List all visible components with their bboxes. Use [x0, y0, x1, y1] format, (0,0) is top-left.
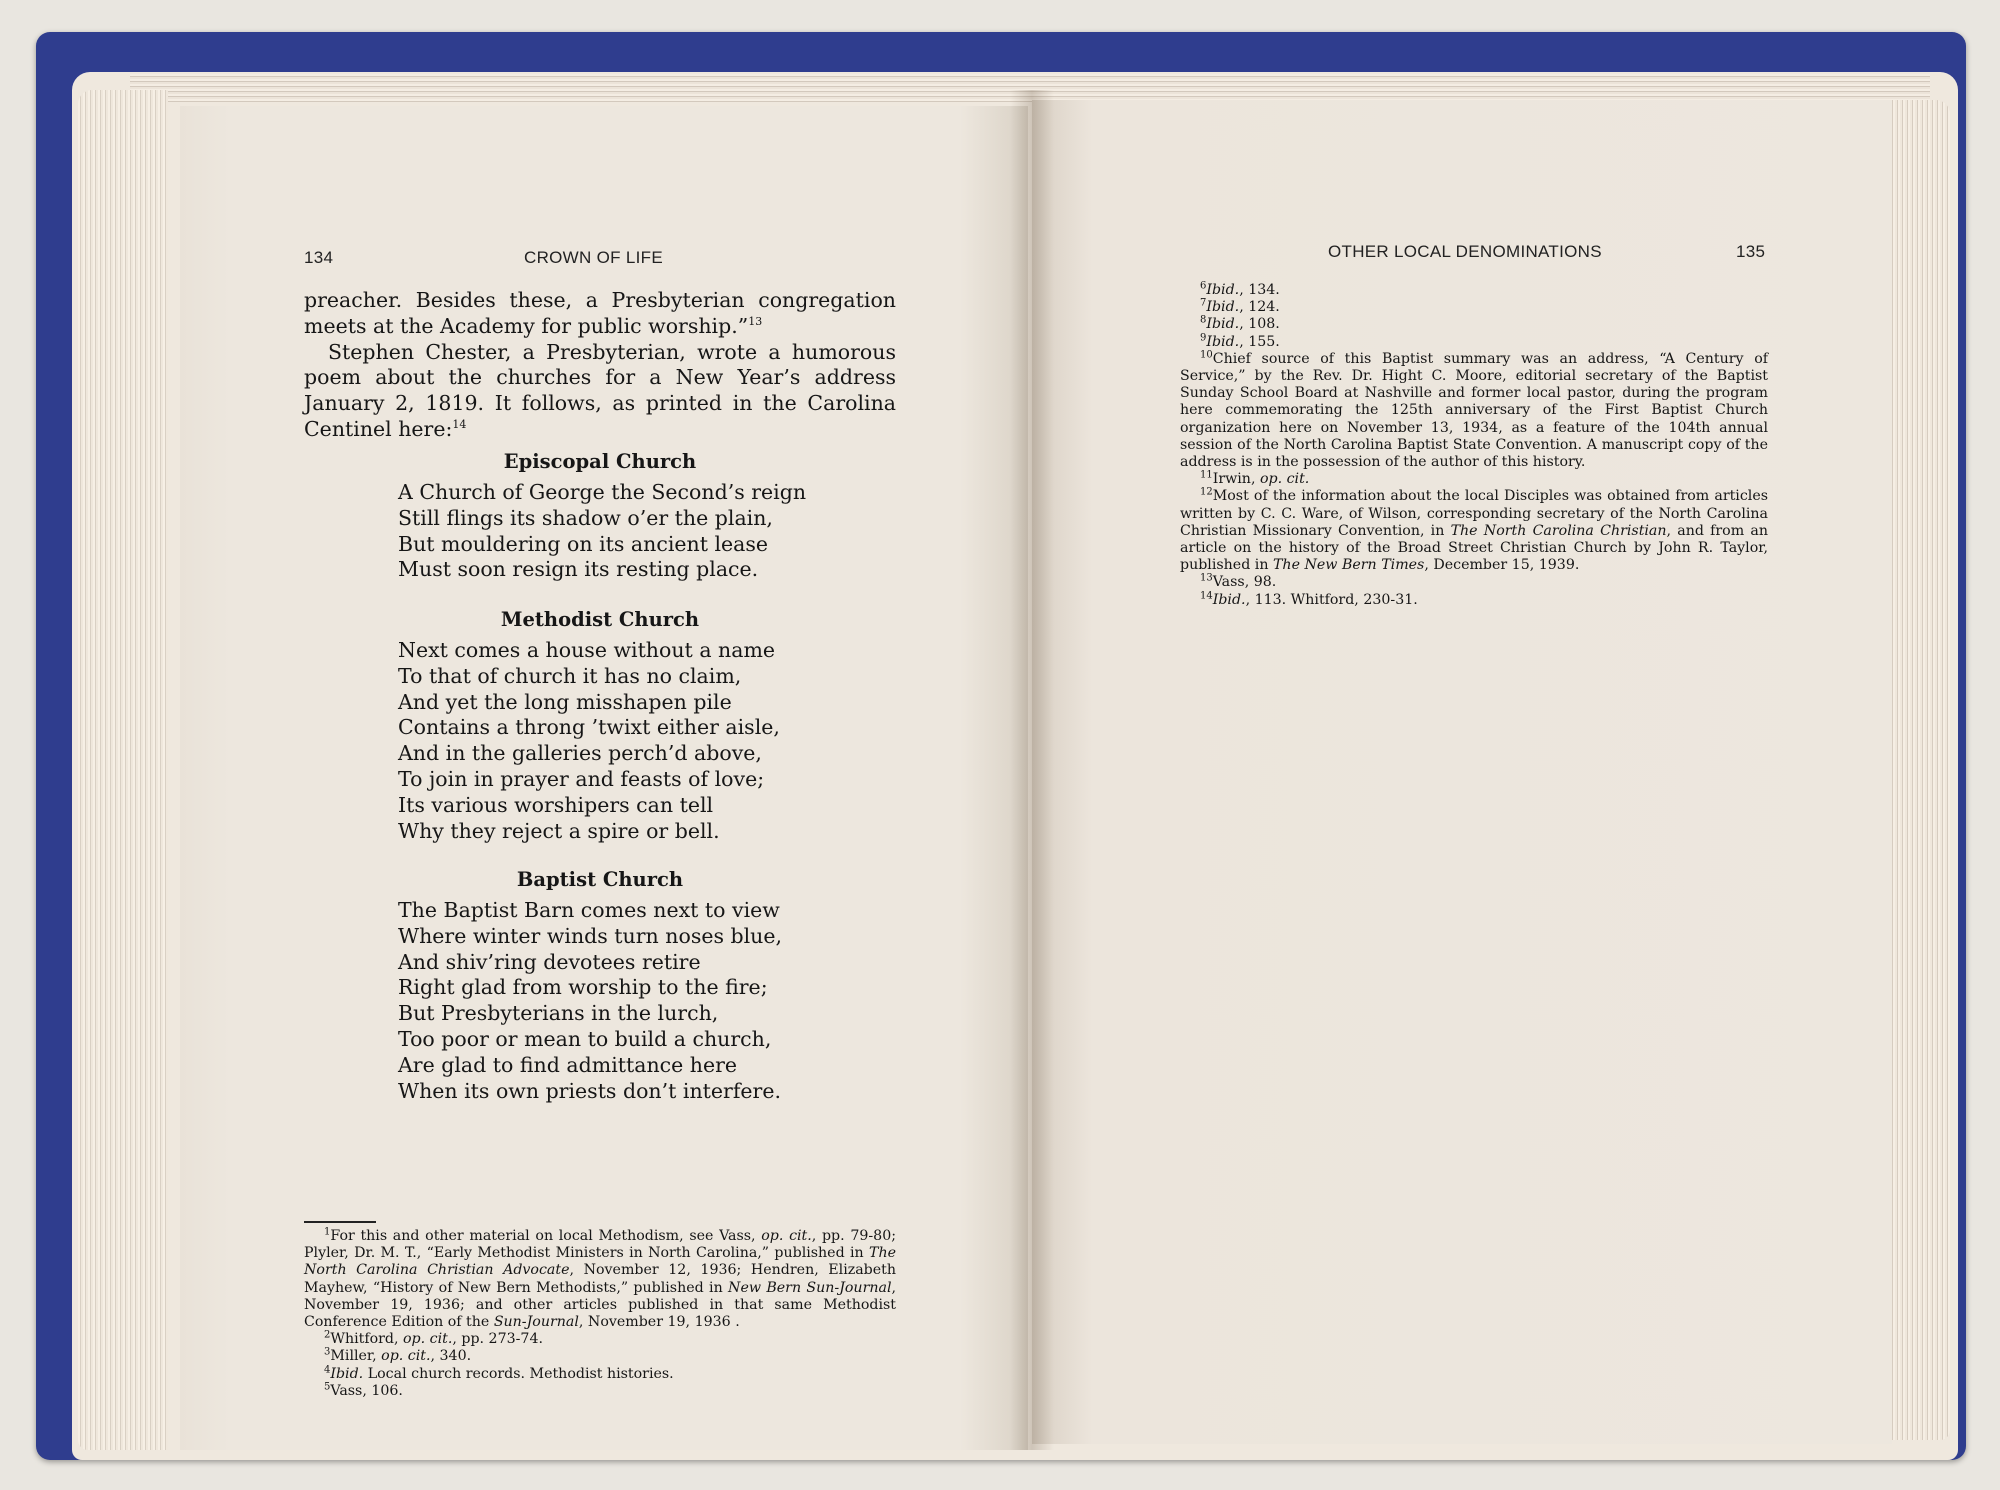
- footnote-text: For this and other material on local Methodism, see Vass,: [330, 1228, 762, 1244]
- poem-line: Still flings its shadow o’er the plain,: [398, 505, 773, 530]
- footnote-text: , November 12, 1936; Hendren, Elizabeth Mayhew, “History of New Bern Methodists,” published in: [304, 1262, 896, 1296]
- footnote-text: , November 19, 1936 .: [578, 1314, 740, 1331]
- poem-line: And shiv’ring devotees retire: [398, 949, 701, 974]
- footnotes: [1180, 282, 1768, 609]
- footnote-text: , 340.: [430, 1348, 472, 1365]
- poem-line: Next comes a house without a name: [398, 638, 776, 662]
- footnote-number: 11: [1200, 469, 1213, 481]
- footnote-text: op. cit.: [1259, 471, 1310, 488]
- footnote: [1180, 316, 1768, 333]
- footnote-text: New Bern Sun-Journal: [728, 1279, 892, 1296]
- footnote-text: Ibid.: [330, 1365, 364, 1382]
- footnote-text: op. cit.: [761, 1228, 812, 1244]
- footnote-text: Ibid.: [1206, 316, 1240, 333]
- footnote: [304, 1228, 896, 1331]
- page-edges-left: [78, 90, 168, 1450]
- footnote-text: Chief source of this Baptist summary was an address, “A Century of Service,” by the Rev. Dr. Hight C. Moore, editorial secretary of the Baptist Sunday School Board at Nashville and former local pastor, during the program here commemorating the 125th anniversary of the First Baptist Church organization here on November 13, 1934, as a feature of the 104th annual session of the North Carolina Baptist State Convention. A manuscript copy of the address is in the possession of the author of this history.: [1180, 350, 1768, 471]
- footnote-text: The North Carolina Christian: [1450, 522, 1667, 539]
- footnote-number: 10: [1200, 349, 1213, 361]
- poem-line: And in the galleries perch’d above,: [398, 741, 762, 766]
- spine-shadow: [1010, 90, 1054, 1450]
- footnote: [1180, 299, 1768, 316]
- footnotes: [304, 1228, 896, 1400]
- footnote-text: , 108.: [1239, 316, 1280, 333]
- footnote-number: 7: [1200, 297, 1207, 309]
- footnote-text: Local church records. Methodist histories.: [363, 1365, 674, 1382]
- poem-line: Where winter winds turn noses blue,: [398, 923, 783, 948]
- footnote-text: Vass, 98.: [1212, 574, 1277, 591]
- footnote-text: op. cit.: [381, 1348, 431, 1365]
- footnote: [304, 1331, 896, 1348]
- paragraph: [304, 288, 896, 340]
- poem-line: Are glad to find admittance here: [398, 1052, 738, 1077]
- footnote: [304, 1348, 896, 1365]
- footnote-text: Whitford,: [330, 1331, 404, 1348]
- footnote-text: , 155.: [1239, 333, 1280, 350]
- poem-line: But mouldering on its ancient lease: [398, 531, 769, 556]
- footnote-text: Miller,: [330, 1348, 382, 1365]
- footnote-number: 14: [1200, 589, 1213, 601]
- footnote-number: 13: [1200, 572, 1213, 584]
- poem-line: Too poor or mean to build a church,: [398, 1026, 772, 1051]
- body-text: [304, 288, 896, 443]
- poem-line: Why they reject a spire or bell.: [398, 818, 720, 843]
- paragraph: [304, 340, 896, 443]
- footnote: [1180, 282, 1768, 299]
- poem-heading: Methodist Church: [500, 608, 700, 631]
- footnote-text: op. cit.: [403, 1331, 453, 1348]
- footnote-text: , pp. 79-80; Plyler, Dr. M. T., “Early Methodist Ministers in North Carolina,” published in: [304, 1228, 896, 1262]
- footnote-number: 1: [324, 1226, 331, 1238]
- footnote: [1180, 351, 1768, 471]
- footnote-text: , and from an article on the history of the Broad Street Christian Church by John R. Taylor, published in: [1180, 522, 1768, 574]
- footnote-text: Ibid.: [1206, 282, 1240, 298]
- footnote: [1180, 488, 1768, 574]
- footnote-text: , December 15, 1939.: [1424, 557, 1580, 574]
- page-number: 135: [1736, 242, 1766, 261]
- footnote-number: 2: [324, 1329, 331, 1341]
- footnote-text: Irwin,: [1212, 471, 1260, 488]
- footnote-text: , November 19, 1936; and other articles published in that same Methodist Conference Edition of the: [304, 1279, 896, 1331]
- footnote: [304, 1383, 896, 1400]
- poem-stanza: [398, 898, 782, 1104]
- footnote-text: Ibid.: [1212, 591, 1246, 608]
- footnote: [1180, 589, 1768, 609]
- poem-line: Contains a throng ’twixt either aisle,: [398, 715, 780, 740]
- poem-line: But Presbyterians in the lurch,: [398, 1001, 719, 1026]
- poem-line: Right glad from worship to the fire;: [398, 975, 768, 1000]
- running-head: OTHER LOCAL DENOMINATIONS: [1328, 242, 1602, 261]
- poem-line: Its various worshipers can tell: [398, 792, 714, 817]
- footnote: [1180, 574, 1768, 591]
- footnote: [1180, 471, 1768, 488]
- footnote-text: , 134.: [1239, 282, 1280, 298]
- running-head: CROWN OF LIFE: [524, 248, 663, 267]
- poem-line: To that of church it has no claim,: [398, 663, 742, 688]
- footnote: [304, 1363, 896, 1383]
- left-page: [180, 106, 1028, 1450]
- poem-line: The Baptist Barn comes next to view: [398, 898, 780, 922]
- poem-line: Must soon resign its resting place.: [398, 557, 759, 582]
- footnote-text: Sun-Journal: [493, 1314, 579, 1331]
- footnote-number: 8: [1200, 314, 1207, 326]
- footnote-text: The North Carolina Christian Advocate: [304, 1245, 896, 1279]
- footnote-text: Ibid.: [1206, 333, 1240, 350]
- footnote-number: 9: [1200, 331, 1207, 343]
- paragraph-text: preacher. Besides these, a Presbyterian congregation meets at the Academy for public worship.”: [304, 288, 896, 338]
- poem-line: And yet the long misshapen pile: [398, 689, 732, 714]
- footnote-number: 12: [1200, 486, 1213, 498]
- poem-stanza: [398, 638, 780, 844]
- poem-line: A Church of George the Second’s reign: [398, 480, 807, 504]
- page-number: 134: [304, 248, 334, 267]
- footnote-text: The New Bern Times: [1272, 557, 1425, 574]
- footnote-number: 3: [324, 1346, 331, 1358]
- footnote-number: 4: [324, 1363, 331, 1375]
- poem-stanza: [398, 480, 806, 583]
- footnote: [1180, 331, 1768, 351]
- right-page: [1032, 100, 1892, 1444]
- footnote-text: Vass, 106.: [330, 1382, 403, 1399]
- footnote-text: Most of the information about the local Disciples was obtained from articles written by C. C. Ware, of Wilson, corresponding secretary of the North Carolina Christian Missionary Convention, in: [1180, 488, 1768, 539]
- footnote-text: , 113. Whitford, 230-31.: [1245, 591, 1418, 608]
- poem-line: To join in prayer and feasts of love;: [398, 766, 765, 791]
- footnote-ref: 13: [748, 314, 763, 328]
- footnote-text: , 124.: [1239, 299, 1280, 316]
- poem-heading: Episcopal Church: [503, 450, 697, 473]
- poem-line: When its own priests don’t interfere.: [398, 1078, 782, 1103]
- footnote-text: , pp. 273-74.: [452, 1331, 543, 1348]
- poem-heading: Baptist Church: [516, 868, 684, 891]
- footnote-number: 5: [324, 1381, 331, 1393]
- footnote-rule: [304, 1221, 376, 1223]
- footnote-text: Ibid.: [1206, 299, 1240, 316]
- footnote-number: 6: [1200, 280, 1207, 292]
- footnote-ref: 14: [452, 418, 467, 432]
- paragraph-text: Stephen Chester, a Presbyterian, wrote a humorous poem about the churches for a New Year’s address January 2, 1819. It follows, as printed in the Carolina Centinel here:: [304, 339, 896, 441]
